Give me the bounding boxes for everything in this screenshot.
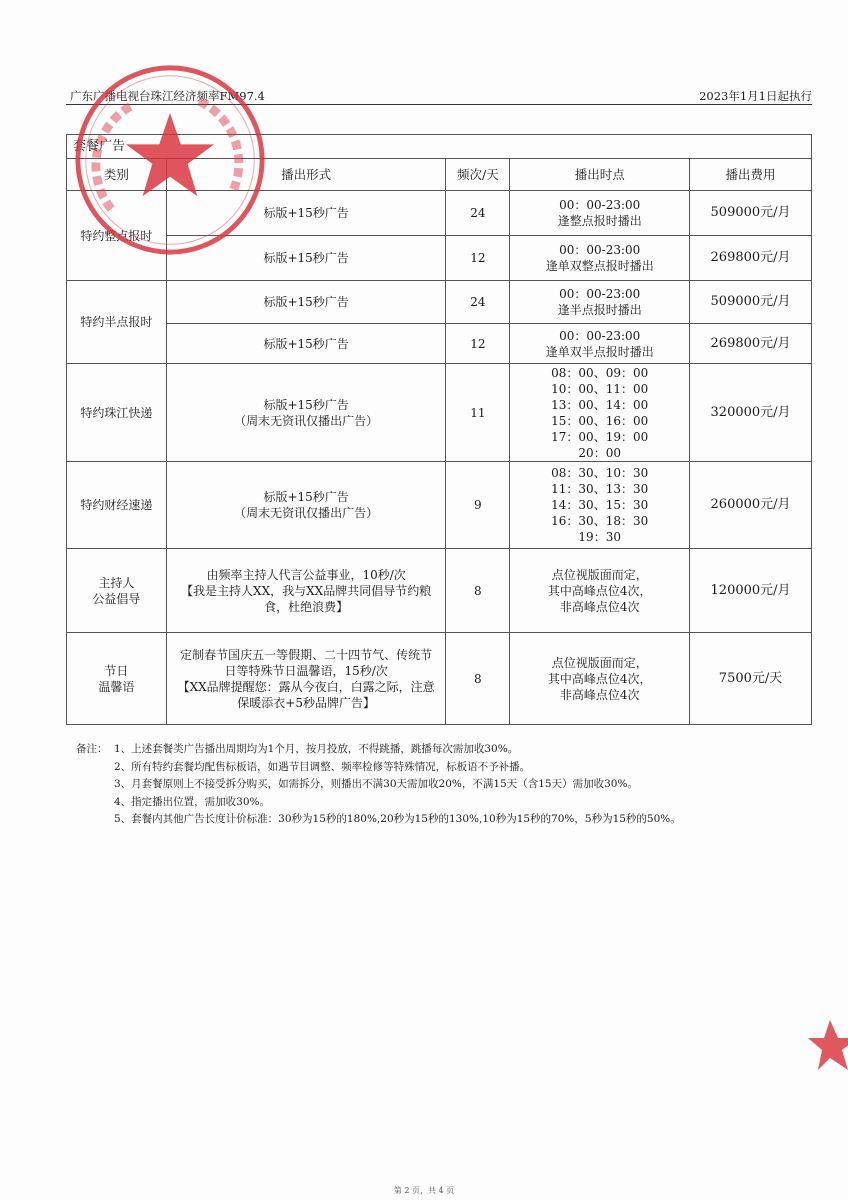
- form-cell: 定制春节国庆五一等假期、二十四节气、传统节 日等特殊节日温馨语，15秒/次 【XX品牌提醒您：露从今夜白，白露之际，注意 保暖添衣+5秒品牌广告】: [166, 633, 446, 725]
- frequency-cell: 8: [446, 633, 510, 725]
- form-cell: 标版+15秒广告: [166, 191, 446, 236]
- column-header-air-time: 播出时点: [510, 159, 690, 191]
- page-number: 第 2 页，共 4 页: [393, 1186, 455, 1195]
- form-cell: 标版+15秒广告: [166, 324, 446, 364]
- seal-star-icon: [126, 113, 214, 196]
- header-effective-date: 2023年1月1日起执行: [699, 89, 812, 103]
- air-time-cell: 点位视版面而定， 其中高峰点位4次， 非高峰点位4次: [510, 633, 690, 725]
- column-header-frequency: 频次/天: [446, 159, 510, 191]
- form-cell: 由频率主持人代言公益事业，10秒/次 【我是主持人XX，我与XX品牌共同倡导节约粮 食，杜绝浪费】: [166, 549, 446, 633]
- note-text: 1、上述套餐类广告播出周期均为1个月，按月投放，不得跳播，跳播每次需加收30%。: [114, 743, 519, 755]
- frequency-cell: 8: [446, 549, 510, 633]
- notes-label: 备注：: [76, 743, 108, 755]
- table-row: [67, 364, 812, 462]
- form-cell: 标版+15秒广告: [166, 281, 446, 324]
- price-cell: 260000元/月: [690, 462, 812, 549]
- category-cell: 主持人 公益倡导: [67, 549, 167, 633]
- price-cell: 7500元/天: [690, 633, 812, 725]
- category-cell: 特约半点报时: [67, 281, 167, 364]
- note-text: 2、所有特约套餐均配售标板语，如遇节目调整、频率检修等特殊情况，标板语不予补播。: [114, 760, 531, 773]
- air-time-cell: 00：00-23:00 逢半点报时播出: [510, 281, 690, 324]
- note-text: 4、指定播出位置，需加收30%。: [114, 795, 271, 808]
- table-row: [67, 549, 812, 633]
- air-time-cell: 00：00-23:00 逢单双半点报时播出: [510, 324, 690, 364]
- air-time-cell: 00：00-23:00 逢单双整点报时播出: [510, 236, 690, 281]
- price-cell: 320000元/月: [690, 364, 812, 462]
- form-cell: 标版+15秒广告: [166, 236, 446, 281]
- frequency-cell: 24: [446, 281, 510, 324]
- note-item: [76, 776, 681, 794]
- frequency-cell: 12: [446, 236, 510, 281]
- column-header-category: 类别: [67, 159, 167, 191]
- table-row: [67, 281, 812, 324]
- column-header-price: 播出费用: [690, 159, 812, 191]
- section-title: 套餐广告: [67, 135, 812, 159]
- frequency-cell: 11: [446, 364, 510, 462]
- air-time-cell: 点位视版面而定， 其中高峰点位4次， 非高峰点位4次: [510, 549, 690, 633]
- category-cell: 特约财经速递: [67, 462, 167, 549]
- price-cell: 269800元/月: [690, 236, 812, 281]
- air-time-cell: 08：30、10：30 11：30、13：30 14：30、15：30 16：30、18：30 19：30: [510, 462, 690, 549]
- category-cell: 特约整点报时: [67, 191, 167, 281]
- price-cell: 509000元/月: [690, 191, 812, 236]
- note-item: [76, 811, 681, 829]
- air-time-cell: 00：00-23:00 逢整点报时播出: [510, 191, 690, 236]
- notes-section: [76, 741, 681, 829]
- frequency-cell: 12: [446, 324, 510, 364]
- column-header-form: 播出形式: [166, 159, 446, 191]
- header-channel-name: 广东广播电视台珠江经济频率FM97.4: [70, 89, 265, 103]
- price-cell: 509000元/月: [690, 281, 812, 324]
- note-item: [76, 794, 681, 812]
- table-row: [67, 462, 812, 549]
- table-row: [67, 324, 812, 364]
- frequency-cell: 24: [446, 191, 510, 236]
- note-text: 3、月套餐原则上不接受拆分购买，如需拆分，则播出不满30天需加收20%，不满15天（含15天）需加收30%。: [114, 778, 638, 790]
- category-cell: 特约珠江快递: [67, 364, 167, 462]
- official-seal-stamp: [72, 62, 268, 258]
- partial-seal-stamp: [808, 940, 848, 1130]
- note-item: [76, 741, 681, 759]
- form-cell: 标版+15秒广告 （周末无资讯仅播出广告）: [166, 364, 446, 462]
- note-text: 5、套餐内其他广告长度计价标准：30秒为15秒的180%,20秒为15秒的130%,10秒为15秒的70%，5秒为15秒的50%。: [114, 813, 681, 825]
- category-cell: 节日 温馨语: [67, 633, 167, 725]
- price-cell: 120000元/月: [690, 549, 812, 633]
- frequency-cell: 9: [446, 462, 510, 549]
- table-row: [67, 633, 812, 725]
- price-cell: 269800元/月: [690, 324, 812, 364]
- note-item: [76, 759, 681, 777]
- form-cell: 标版+15秒广告 （周末无资讯仅播出广告）: [166, 462, 446, 549]
- air-time-cell: 08：00、09：00 10：00、11：00 13：00、14：00 15：00、16：00 17：00、19：00 20：00: [510, 364, 690, 462]
